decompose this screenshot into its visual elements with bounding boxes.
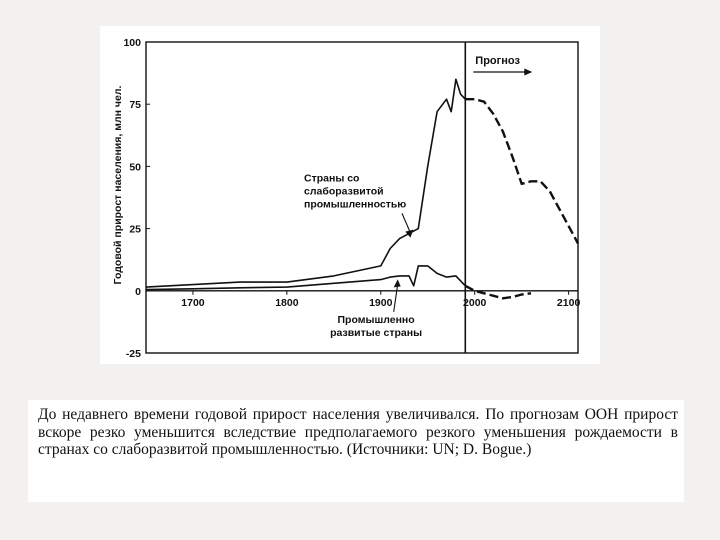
y-tick-label: 75 <box>129 99 141 112</box>
x-tick-label: 1900 <box>369 296 393 309</box>
x-tick-label: 2000 <box>463 296 487 309</box>
y-tick-label: -25 <box>125 348 141 360</box>
y-tick-label: 100 <box>123 37 141 49</box>
developing-annotation-arrow <box>402 213 410 232</box>
developed-annotation-arrow-head <box>394 279 401 287</box>
y-tick-label: 25 <box>129 223 141 236</box>
developed-annotation-line: развитые страны <box>330 326 423 339</box>
y-tick-label: 50 <box>129 161 141 174</box>
x-tick-label: 2100 <box>556 296 581 309</box>
x-tick-label: 1800 <box>275 296 299 309</box>
developed-annotation-line: Промышленно <box>337 313 415 326</box>
caption-card <box>28 400 684 502</box>
developing-annotation-line: промышленностью <box>304 198 407 211</box>
developed-annotation-arrow <box>394 284 398 311</box>
developing-forecast-line <box>465 99 578 243</box>
forecast-label: Прогноз <box>475 55 520 67</box>
developing-annotation-line: слаборазвитой <box>304 185 384 198</box>
forecast-arrow-head <box>524 69 532 76</box>
y-axis-label: Годовой прирост населения, млн чел. <box>112 85 124 285</box>
developing-annotation-arrow-head <box>405 230 413 238</box>
x-tick-label: 1700 <box>181 296 205 309</box>
developing-annotation-line: Страны со <box>304 172 360 185</box>
figure-caption: До недавнего времени годовой прирост населения увеличивался. По прогнозам ООН прирост вскоре резко уменьшится вследствие предполагаемого резкого уменьшения рождаемости в странах со слаборазвитой промышленностью. (Источники: UN; D. Bogue.) <box>38 406 678 458</box>
developed-series-line <box>146 266 465 290</box>
y-tick-label: 0 <box>135 285 141 298</box>
